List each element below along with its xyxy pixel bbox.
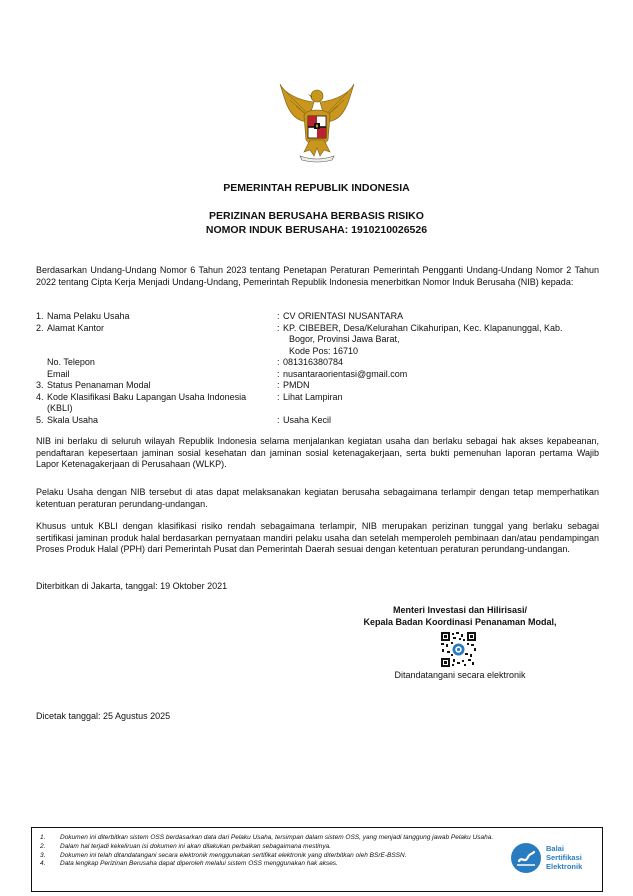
signatory-title-line1: Menteri Investasi dan Hilirisasi/ xyxy=(392,605,528,615)
business-details xyxy=(36,311,599,426)
footer-note: 2. Dalam hal terjadi kekeliruan isi dokumen ini akan dilakukan perbaikan sebagaimana mestinya. xyxy=(40,842,331,850)
field-phone: No. Telepon : 081316380784 xyxy=(47,357,344,367)
issued-date: Diterbitkan di Jakarta, tanggal: 19 Oktober 2021 xyxy=(36,581,228,591)
footer-note: 1. Dokumen ini diterbitkan sistem OSS berdasarkan data dari Pelaku Usaha, tersimpan dalam sistem OSS, yang menjadi tanggung jawab Pelaku Usaha. xyxy=(40,834,494,841)
halal-paragraph: Khusus untuk KBLI dengan klasifikasi risiko rendah sebagaimana terlampir, NIB merupakan perizinan tunggal yang berlaku sebagai sertifikasi jaminan produk halal berdasarkan pernyataan mandiri pelaku usaha dan setelah memperoleh pembinaan dan/atau pendampingan Proses Produk Halal (PPH) dari Pemerintah Pusat dan Pemerintah Daerah sesuai dengan ketentuan peraturan perundang-undangan. xyxy=(36,521,599,554)
field-kbli: 4. Kode Klasifikasi Baku Lapangan Usaha Indonesia (KBLI) : Lihat Lampiran xyxy=(36,391,343,413)
intro-paragraph: Berdasarkan Undang-Undang Nomor 6 Tahun 2023 tentang Penetapan Peraturan Pemerintah Pengganti Undang-Undang Nomor 2 Tahun 2022 tentang Cipta Kerja Menjadi Undang-Undang, Pemerintah Republik Indonesia menerbitkan Nomor Induk Berusaha (NIB) kepada: xyxy=(36,265,599,287)
field-investment-status: 3. Status Penanaman Modal : PMDN xyxy=(36,380,310,390)
document-title: PERIZINAN BERUSAHA BERBASIS RISIKO xyxy=(209,210,424,222)
bsre-logo-icon xyxy=(510,842,542,874)
footer-notes-box xyxy=(31,827,603,892)
footer-note: 4. Data lengkap Perizinan Berusaha dapat diperoleh melalui sistem OSS menggunakan hak akses. xyxy=(40,860,338,868)
government-title: PEMERINTAH REPUBLIK INDONESIA xyxy=(223,182,410,194)
electronic-signature-note: Ditandatangani secara elektronik xyxy=(394,670,526,680)
printed-date: Dicetak tanggal: 25 Agustus 2025 xyxy=(36,711,171,721)
signature-qr-code xyxy=(441,632,476,667)
footer-notes-list xyxy=(40,834,510,869)
signatory-title-line2: Kepala Badan Koordinasi Penanaman Modal, xyxy=(363,616,557,627)
field-office-address: 2. Alamat Kantor : KP. CIBEBER, Desa/Kelurahan Cikahuripan, Kec. Klapanunggal, Kab. Bogor, Provinsi Jawa Barat, Kode Pos: 16710 xyxy=(36,322,563,356)
garuda-pancasila-emblem xyxy=(276,82,358,164)
field-email: Email : nusantaraorientasi@gmail.com xyxy=(47,368,408,379)
field-business-scale: 5. Skala Usaha : Usaha Kecil xyxy=(36,414,332,425)
validity-paragraph: NIB ini berlaku di seluruh wilayah Republik Indonesia selama menjalankan kegiatan usaha dan berlaku sebagai hak akses kepabeanan, pendaftaran kepesertaan jaminan sosial kesehatan dan jaminan sosial ketenagakerjaan, serta bukti pemenuhan laporan pertama Wajib Lapor Ketenagakerjaan di Perusahaan (WLKP). xyxy=(36,436,599,469)
field-business-name: 1. Nama Pelaku Usaha : CV ORIENTASI NUSANTARA xyxy=(36,311,404,321)
signature-block xyxy=(340,605,580,628)
activities-paragraph: Pelaku Usaha dengan NIB tersebut di atas dapat melaksanakan kegiatan berusaha sebagaimana terlampir dengan tetap memperhatikan ketentuan peraturan perundang-undangan. xyxy=(36,487,599,509)
bsre-logo xyxy=(510,840,594,876)
nib-number: NOMOR INDUK BERUSAHA: 1910210026526 xyxy=(205,224,428,236)
bsre-logo-text: Balai Sertifikasi Elektronik xyxy=(546,844,583,871)
footer-note: 3. Dokumen ini telah ditandatangani secara elektronik menggunakan sertifikat elektronik yang diterbitkan oleh BSrE-BSSN. xyxy=(40,851,407,859)
